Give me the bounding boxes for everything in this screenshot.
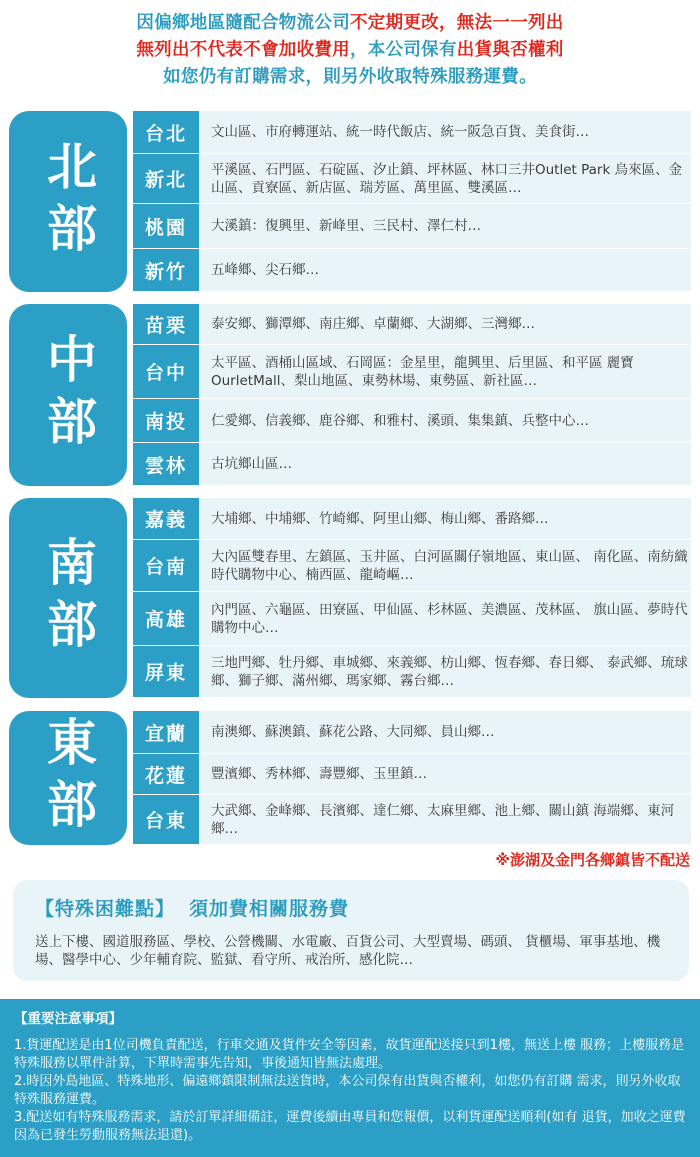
special-title-label: 【特殊困難點】 [35, 898, 176, 920]
area-row-taoyuan [133, 204, 691, 249]
region-name-east: 東部 [39, 716, 97, 840]
outlying-islands-note: ※澎湖及金門各鄉鎮皆不配送 [495, 851, 690, 869]
header-notice [0, 10, 700, 91]
area-row-tainan [133, 540, 691, 592]
region-name-north: 北部 [39, 139, 97, 264]
area-label: 新竹 [133, 249, 199, 291]
area-content: 大內區雙春里、左鎮區、玉井區、白河區關仔嶺地區、東山區、 南化區、南紡織時代購物中心、楠西區、龍崎嶇… [199, 540, 691, 591]
area-label: 新北 [133, 154, 199, 203]
special-body: 送上下樓、國道服務區、學校、公營機關、水電廠、百貨公司、大型賣場、碼頭、 貨櫃場、軍事基地、機場、醫學中心、少年輔育院、監獄、看守所、戒治所、感化院… [35, 934, 661, 968]
region-badge-east [9, 711, 127, 845]
area-row-new-taipei [133, 154, 691, 204]
area-label: 台南 [133, 540, 199, 591]
area-row-yilan [133, 711, 691, 754]
area-content: 大溪鎮：復興里、新峰里、三民村、澤仁村… [199, 204, 691, 248]
area-content: 平溪區、石門區、石碇區、汐止鎮、坪林區、林口三井Outlet Park 烏來區、金山區、貢寮區、新店區、瑞芳區、萬里區、雙溪區… [199, 154, 691, 203]
header-line-1-part-b: 不定期更改，無法一一列出 [350, 13, 564, 33]
area-label: 苗栗 [133, 304, 199, 344]
important-notice [0, 999, 700, 1157]
area-content: 仁愛鄉、信義鄉、鹿谷鄉、和雅村、溪頭、集集鎮、兵整中心… [199, 399, 691, 442]
region-south [9, 498, 691, 698]
area-content: 南澳鄉、蘇澳鎮、蘇花公路、大同鄉、員山鄉… [199, 711, 691, 753]
region-badge-south [9, 498, 127, 698]
area-row-pingtung [133, 646, 691, 698]
area-label: 宜蘭 [133, 711, 199, 753]
area-label: 台中 [133, 345, 199, 398]
area-label: 雲林 [133, 443, 199, 485]
region-badge-north [9, 111, 127, 292]
special-title [35, 894, 669, 921]
area-row-yunlin [133, 443, 691, 486]
area-label: 屏東 [133, 646, 199, 697]
area-row-nantou [133, 399, 691, 443]
area-label: 花蓮 [133, 754, 199, 794]
area-label: 桃園 [133, 204, 199, 248]
region-badge-central [9, 304, 127, 486]
area-label: 台東 [133, 795, 199, 844]
area-content: 大埔鄉、中埔鄉、竹崎鄉、阿里山鄉、梅山鄉、番路鄉… [199, 498, 691, 539]
header-line-2-part-c: 出貨與否權利 [456, 40, 564, 60]
area-label: 南投 [133, 399, 199, 442]
area-row-taichung [133, 345, 691, 399]
area-content: 三地門鄉、牡丹鄉、車城鄉、來義鄉、枋山鄉、恆春鄉、春日鄉、 泰武鄉、琉球鄉、獅子鄉、滿州鄉、瑪家鄉、霧台鄉… [199, 646, 691, 697]
area-content: 古坑鄉山區… [199, 443, 691, 485]
header-line-1-part-a: 因偏鄉地區隨配合物流公司 [136, 13, 350, 33]
area-content: 內門區、六龜區、田寮區、甲仙區、杉林區、美濃區、茂林區、 旗山區、夢時代購物中心… [199, 592, 691, 645]
area-row-kaohsiung [133, 592, 691, 646]
header-line-3-text: 如您仍有訂購需求，則另外收取特殊服務運費。 [163, 67, 537, 87]
header-line-1 [0, 10, 700, 37]
area-row-hualien [133, 754, 691, 795]
header-line-2 [0, 37, 700, 64]
notice-title: 【重要注意事項】 [14, 1011, 122, 1027]
area-content: 大武鄉、金峰鄉、長濱鄉、達仁鄉、太麻里鄉、池上鄉、關山鎮 海端鄉、東河鄉… [199, 795, 691, 844]
area-label: 高雄 [133, 592, 199, 645]
area-content: 五峰鄉、尖石鄉… [199, 249, 691, 291]
area-content: 泰安鄉、獅潭鄉、南庄鄉、卓蘭鄉、大湖鄉、三灣鄉… [199, 304, 691, 344]
area-row-miaoli [133, 304, 691, 345]
header-line-2-part-b: ，本公司保有 [349, 40, 457, 60]
area-row-taipei [133, 111, 691, 154]
header-line-3 [0, 64, 700, 91]
special-title-subtitle: 須加費相關服務費 [189, 898, 350, 920]
area-label: 台北 [133, 111, 199, 153]
notice-item: 1.貨運配送是由1位司機負責配送，行車交通及貨件安全等因素，故貨運配送接只到1樓，無送上樓 服務；上樓服務是特殊服務以單件計算，下單時需事先告知，事後通知皆無法處理。 [14, 1038, 685, 1071]
area-row-hsinchu [133, 249, 691, 292]
region-north [9, 111, 691, 292]
area-content: 文山區、市府轉運站、統一時代飯店、統一阪急百貨、美食街… [199, 111, 691, 153]
region-east [9, 711, 691, 845]
area-content: 豐濱鄉、秀林鄉、壽豐鄉、玉里鎮… [199, 754, 691, 794]
region-name-central: 中部 [39, 333, 97, 457]
area-content: 太平區、酒桶山區域、石岡區：金星里，龍興里、后里區、和平區 麗寶OurletMall、梨山地區、東勢林場、東勢區、新社區… [199, 345, 691, 398]
area-label: 嘉義 [133, 498, 199, 539]
region-name-south: 南部 [39, 536, 97, 660]
area-row-chiayi [133, 498, 691, 540]
area-row-taitung [133, 795, 691, 845]
notice-item: 2.時因外島地區、特殊地形、偏遠鄉鎮限制無法送貨時，本公司保有出貨與否權利，如您仍有訂購 需求，則另外收取特殊服務運費。 [14, 1074, 681, 1107]
region-central [9, 304, 691, 486]
notice-item: 3.配送如有特殊服務需求，請於訂單詳細備註，運費後續由專員和您報價，以利貨運配送順利(如有 退貨，加收之運費因為已發生勞動服務無法退還)。 [14, 1110, 686, 1143]
special-difficulty-box [13, 880, 689, 981]
header-line-2-part-a: 無列出不代表不會加收費用 [136, 40, 350, 60]
